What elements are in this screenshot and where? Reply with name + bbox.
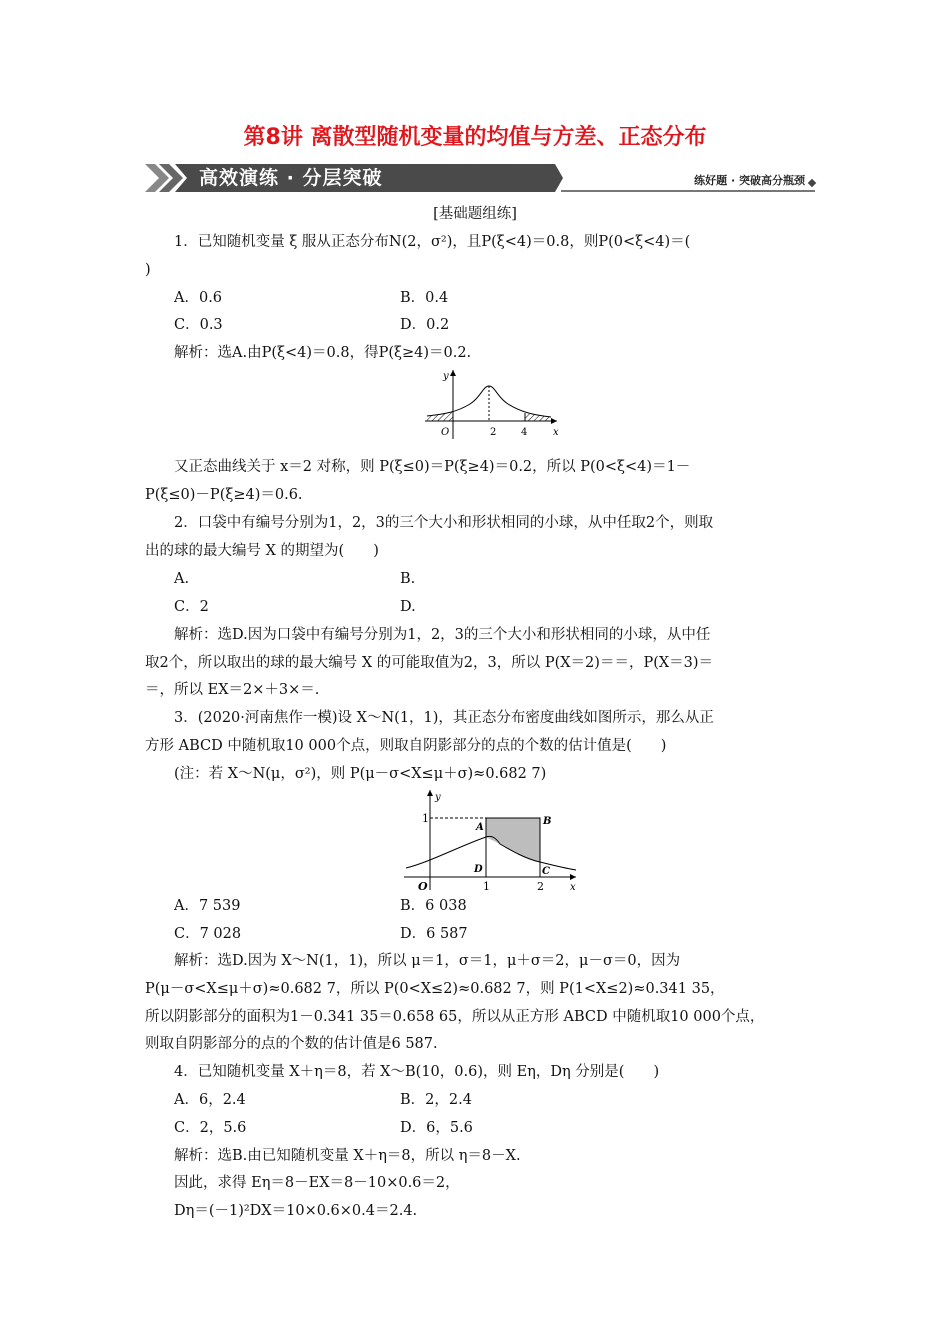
banner-title: 高效演练 · 分层突破 (199, 167, 383, 189)
q4-option-a: A．6，2.4 (174, 1092, 246, 1108)
vertex-d-label: D (474, 864, 483, 875)
q4-option-c: C．2，5.6 (174, 1120, 247, 1136)
q1-option-d: D．0.2 (400, 317, 450, 333)
q1-solution-line3: P(ξ≤0)－P(ξ≥4)＝0.6. (145, 487, 303, 503)
q1-option-a: A．0.6 (174, 290, 223, 306)
q1-option-c: C．0.3 (174, 317, 223, 333)
x-label: x (570, 882, 576, 893)
x-tick-2-label: 2 (537, 880, 544, 893)
q2-solution-line3: ＝，所以 EX＝2×＋3×＝. (145, 682, 320, 698)
y-tick-1-label: 1 (422, 812, 429, 825)
q3-stem-line2: 方形 ABCD 中随机取10 000个点，则取自阴影部分的点的个数的估计值是( ) (145, 738, 667, 754)
q3-solution-line2: P(μ－σ<X≤μ＋σ)≈0.682 7，所以 P(0<X≤2)≈0.682 7，则 P(1<X≤2)≈0.341 35， (145, 981, 725, 997)
vertex-c-label: C (542, 866, 550, 877)
q3-option-a: A．7 539 (174, 898, 241, 914)
q4-option-b: B．2，2.4 (400, 1092, 472, 1108)
q1-solution-line2: 又正态曲线关于 x＝2 对称，则 P(ξ≤0)＝P(ξ≥4)＝0.2，所以 P(0<ξ<4)＝1－ (174, 459, 691, 475)
q2-option-b: B. (400, 571, 416, 587)
q2-option-a: A. (174, 571, 190, 587)
q3-solution-line1: 解析：选D.因为 X～N(1，1)，所以 μ＝1，σ＝1，μ＋σ＝2，μ－σ＝0，因为 (174, 953, 681, 969)
q4-solution-line2: 因此，求得 Eη＝8－EX＝8－10×0.6＝2， (174, 1175, 460, 1191)
q1-normal-curve-figure (415, 364, 565, 444)
q3-note: (注：若 X～N(μ，σ²)，则 P(μ－σ<X≤μ＋σ)≈0.682 7) (174, 766, 547, 782)
origin-label: O (418, 880, 428, 893)
q2-stem-line1: 2．口袋中有编号分别为1，2，3的三个大小和形状相同的小球，从中任取2个，则取 (174, 515, 714, 531)
q2-option-d: D. (400, 599, 416, 615)
q3-square-figure (400, 784, 585, 894)
tick-2-label: 2 (490, 427, 497, 438)
q3-option-b: B．6 038 (400, 898, 467, 914)
q4-stem: 4．已知随机变量 X＋η＝8，若 X～B(10，0.6)，则 Eη，Dη 分别是( ) (174, 1064, 660, 1080)
tick-4-label: 4 (521, 427, 528, 438)
banner-subtitle: 练好题 · 突破高分瓶颈 (694, 174, 805, 187)
q3-stem-line1: 3．(2020·河南焦作一模)设 X～N(1，1)，其正态分布密度曲线如图所示，那么从正 (174, 710, 714, 726)
q1-stem-line1: 1．已知随机变量 ξ 服从正态分布N(2，σ²)，且P(ξ<4)＝0.8，则P(0<ξ<4)＝( (174, 234, 691, 250)
q3-option-d: D．6 587 (400, 926, 468, 942)
q2-solution-line1: 解析：选D.因为口袋中有编号分别为1，2，3的三个大小和形状相同的小球，从中任 (174, 627, 711, 643)
q4-solution-line3: Dη＝(－1)²DX＝10×0.6×0.4＝2.4. (174, 1203, 418, 1219)
q2-option-c: C．2 (174, 599, 209, 615)
q1-stem-line2: ) (145, 262, 151, 278)
q1-option-b: B．0.4 (400, 290, 449, 306)
vertex-b-label: B (543, 816, 552, 827)
section-heading: [基础题组练] (433, 206, 517, 222)
q4-option-d: D．6，5.6 (400, 1120, 473, 1136)
x-tick-1-label: 1 (483, 880, 490, 893)
density-curve (406, 836, 576, 870)
x-label: x (553, 427, 559, 438)
vertex-a-label: A (476, 822, 484, 833)
q3-solution-line4: 则取自阴影部分的点的个数的估计值是6 587. (145, 1036, 438, 1052)
y-label: y (435, 792, 441, 803)
shaded-region (486, 818, 540, 862)
q3-solution-line3: 所以阴影部分的面积为1－0.341 35＝0.658 65，所以从正方形 ABCD 中随机取10 000个点， (145, 1009, 765, 1025)
section-banner (145, 160, 815, 196)
page-title: 第8讲 离散型随机变量的均值与方差、正态分布 (243, 125, 707, 150)
q1-solution-line1: 解析：选A.由P(ξ<4)＝0.8，得P(ξ≥4)＝0.2. (174, 345, 472, 361)
y-label: y (443, 371, 449, 382)
banner-rule (561, 190, 815, 192)
q3-option-c: C．7 028 (174, 926, 242, 942)
origin-label: O (441, 427, 450, 438)
q2-stem-line2: 出的球的最大编号 X 的期望为( ) (145, 543, 379, 559)
q4-solution-line1: 解析：选B.由已知随机变量 X＋η＝8，所以 η＝8－X. (174, 1148, 521, 1164)
q2-solution-line2: 取2个，所以取出的球的最大编号 X 的可能取值为2，3，所以 P(X＝2)＝＝，P(X＝3)＝ (145, 655, 714, 671)
left-tail-shading (427, 412, 453, 421)
diamond-icon (808, 179, 816, 187)
